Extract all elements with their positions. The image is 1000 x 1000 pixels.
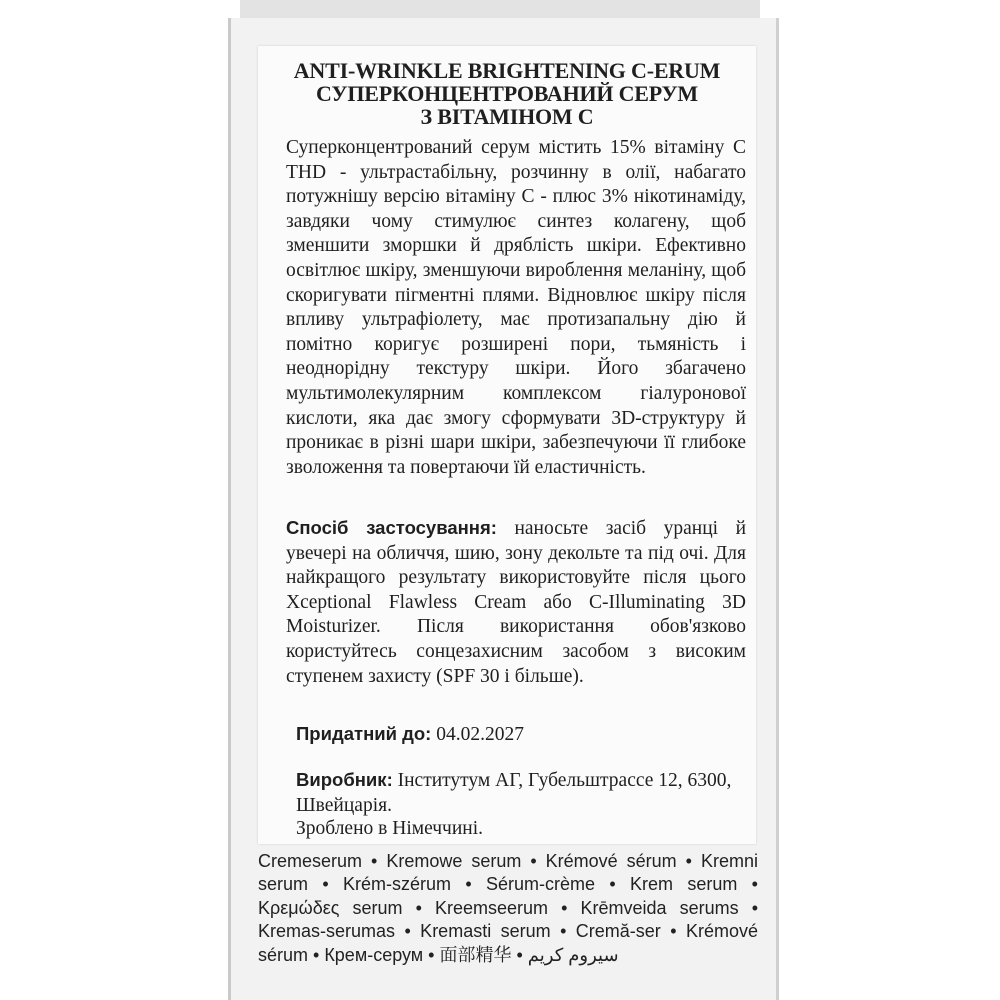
box-top-flap [240, 0, 760, 18]
manufacturer-row [296, 768, 756, 818]
description-paragraph: Суперконцентрований серум містить 15% вітаміну С THD - ультрастабільну, розчинну в олії, набагато потужнішу версію вітаміну С - плюс 3% нікотинаміду, завдяки чому стимулює синтез колагену, щоб зменшити зморшки й дряблість шкіри. Ефективно освітлює шкіру, зменшуючи вироблення меланіну, щоб скоригувати пігментні плями. Відновлює шкіру після впливу ультрафіолету, має протизапальну дію й помітно коригує розширені пори, тьмяність і неоднорідну текстуру шкіри. Його збагачено мультимолекулярним комплексом гіалуронової кислоти, яка дає змогу сформувати 3D-структуру й проникає в різні шари шкіри, забезпечуючи її глибоке зволоження та повертаючи їй еластичність. [286, 137, 746, 478]
language-list: Cremeserum • Kremowe serum • Krémové sérum • Kremni serum • Krém-szérum • Sérum-crème • Krem serum • Κρεμώδες serum • Kreemseerum • Krēmveida serums • Kremas-serumas • Kremasti serum • Cremă-ser • Krémové sérum • Крем-серум • 面部精华 • سيروم كريم [258, 851, 758, 965]
expiry-date: 04.02.2027 [436, 724, 524, 745]
usage-label: Спосіб застосування: [286, 517, 497, 538]
manufacturer-label: Виробник: [296, 769, 393, 790]
usage-text: наносьте засіб уранці й увечері на обличчя, шию, зону декольте та під очі. Для найкращого результату використовуйте після цього Xceptional Flawless Cream або C-Illuminating 3D Moisturizer. Після використання обов'язково користуйтесь сонцезахисним засобом з високим ступенем захисту (SPF 30 і більше). [286, 518, 747, 687]
title-english: ANTI-WRINKLE BRIGHTENING C-ERUM [293, 58, 721, 83]
made-in: Зроблено в Німеччині. [296, 818, 484, 839]
manufacturer-address: Інститутум АГ, Губельштрассе 12, 6300, Швейцарія. [296, 770, 732, 816]
expiry-row [296, 722, 756, 748]
expiry-label: Придатний до: [296, 723, 432, 744]
usage-paragraph [286, 516, 746, 689]
title-ukrainian-line-2: З ВІТАМІНОМ С [420, 104, 594, 129]
title-ukrainian-line-1: СУПЕРКОНЦЕНТРОВАНИЙ СЕРУМ [316, 81, 698, 106]
